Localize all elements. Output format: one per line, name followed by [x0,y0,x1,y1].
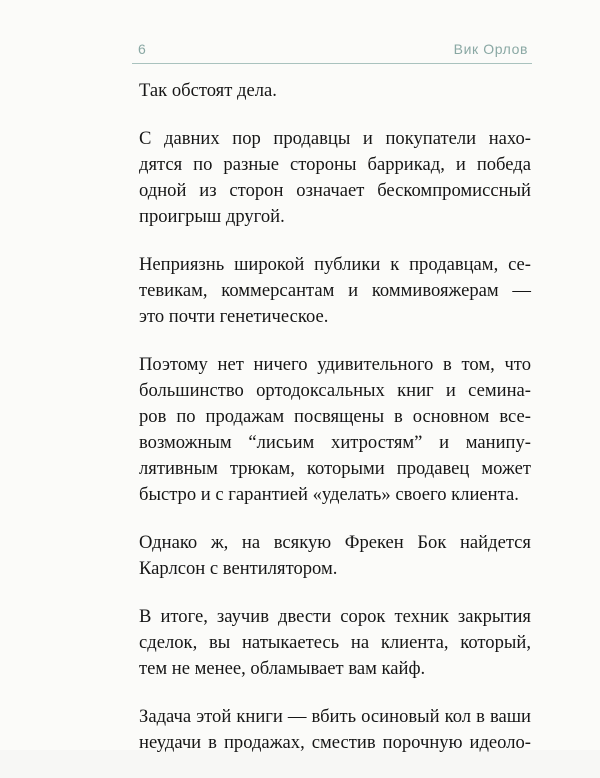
paragraph-4 [139,352,531,508]
text-line: Задача этой книги — вбить осиновый кол в ваши [139,706,531,727]
text-line: В итоге, заучив двести сорок техник закрытия [139,606,531,627]
running-header-author: Вик Орлов [453,41,528,57]
text-line: Карлсон с вентилятором. [139,558,338,579]
paragraph-5 [139,530,531,582]
paragraph-3 [139,252,531,330]
running-header [132,41,532,61]
text-line: большинство ортодоксальных книг и семина- [139,380,531,401]
paragraph-7 [139,704,531,756]
text-line: Однако ж, на всякую Фрекен Бок найдется [139,532,531,553]
text-line: неудачи в продажах, сместив порочную идеоло- [139,732,531,753]
text-line: тевикам, коммерсантам и коммивояжерам — [139,280,531,301]
text-line: дятся по разные стороны баррикад, и победа [139,154,531,175]
text-line: С давних пор продавцы и покупатели нахо- [139,128,531,149]
paragraph-6 [139,604,531,682]
text-line: это почти генетическое. [139,306,329,327]
text-line: возможным “лисьим хитростям” и манипу- [139,432,531,453]
body-text [139,78,531,778]
text-line: Поэтому нет ничего удивительного в том, что [139,354,531,375]
text-line: сделок, вы натыкаетесь на клиента, который, [139,632,531,653]
paragraph-1 [139,78,531,104]
text-line: ров по продажам посвящены в основном все- [139,406,531,427]
text-line: лятивным трюкам, которыми продавец может [139,458,531,479]
text-line: Неприязнь широкой публики к продавцам, се- [139,254,531,275]
text-line: быстро и с гарантией «уделать» своего клиента. [139,484,519,505]
header-rule [132,63,532,64]
page-number: 6 [138,41,147,57]
paragraph-2 [139,126,531,230]
text-line: Так обстоят дела. [139,80,277,101]
text-line: тем не менее, обламывает вам кайф. [139,658,426,679]
text-line: проигрыш другой. [139,206,285,227]
text-line: одной из сторон означает бескомпромиссный [139,180,531,201]
